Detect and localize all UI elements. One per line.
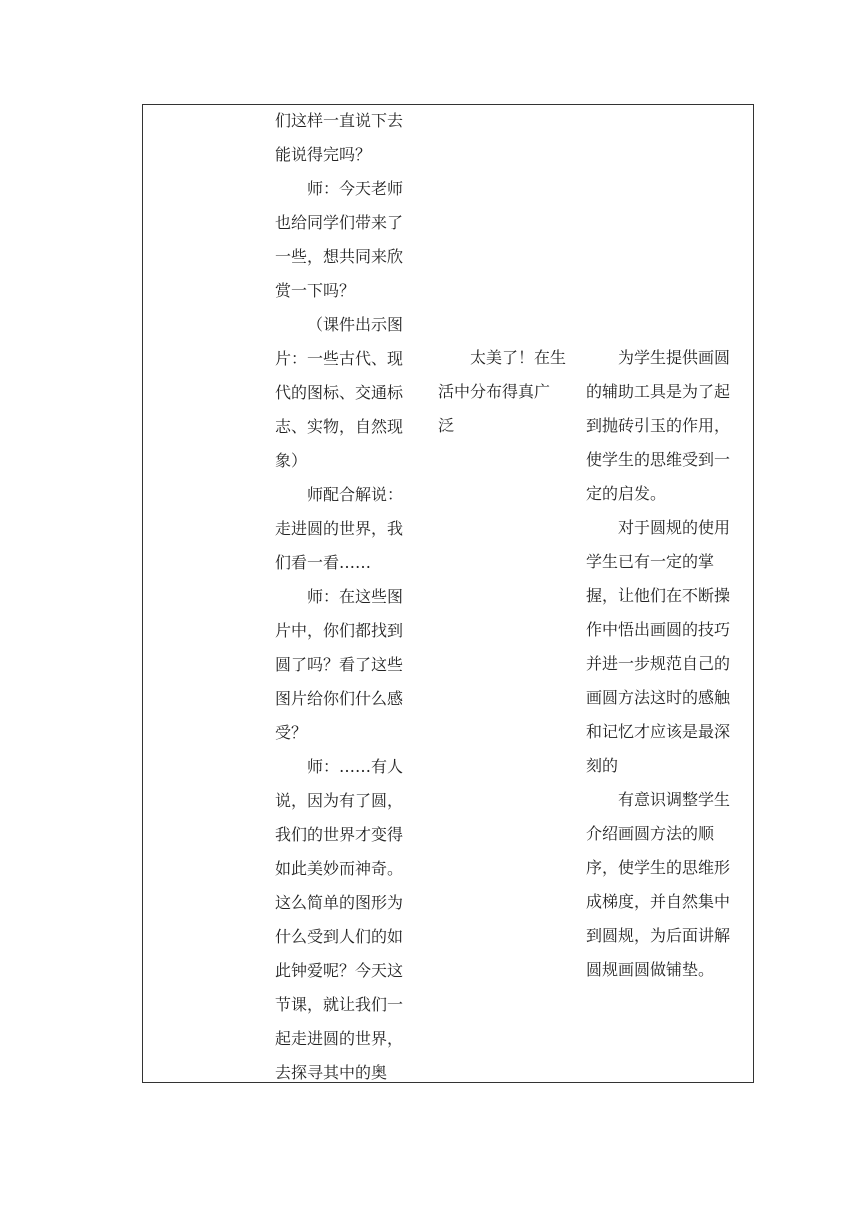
teacher-activity-line: 师：在这些图 (307, 587, 404, 606)
design-intent-line: 作中悟出画圆的技巧 (586, 620, 731, 639)
design-intent-line: 刻的 (586, 756, 619, 775)
teacher-activity-column (275, 104, 425, 1090)
teacher-activity-line: 片中，你们都找到 (275, 621, 404, 640)
teacher-activity-line: 志、实物，自然现 (275, 417, 404, 436)
student-activity-column (438, 341, 578, 443)
design-intent-line: 介绍画圆方法的顺 (586, 824, 715, 843)
teacher-activity-line: 片：一些古代、现 (275, 349, 404, 368)
teacher-activity-line: 起走进圆的世界， (275, 1029, 404, 1048)
teacher-activity-line: 图片给你们什么感 (275, 689, 404, 708)
student-activity-line: 泛 (438, 416, 455, 435)
teacher-activity-line: 此钟爱呢？今天这 (275, 961, 404, 980)
teacher-activity-line: 象） (275, 451, 308, 470)
teacher-activity-line: 师配合解说： (307, 485, 404, 504)
design-intent-line: 的辅助工具是为了起 (586, 382, 731, 401)
teacher-activity-line: 去探寻其中的奥 (275, 1063, 388, 1082)
teacher-activity-line: 走进圆的世界，我 (275, 519, 404, 538)
teacher-activity-line: 节课，就让我们一 (275, 995, 404, 1014)
design-intent-line: 握，让他们在不断操 (586, 586, 731, 605)
design-intent-line: 并进一步规范自己的 (586, 654, 731, 673)
teacher-activity-line: 赏一下吗？ (275, 281, 356, 300)
design-intent-line: 有意识调整学生 (618, 790, 731, 809)
design-intent-line: 和记忆才应该是最深 (586, 722, 731, 741)
design-intent-line: 使学生的思维受到一 (586, 450, 731, 469)
teacher-activity-line: 们这样一直说下去 (275, 111, 404, 130)
teacher-activity-line: 如此美妙而神奇。 (275, 859, 404, 878)
design-intent-column (586, 341, 746, 987)
teacher-activity-line: 一些，想共同来欣 (275, 247, 404, 266)
teacher-activity-line: 什么受到人们的如 (275, 927, 404, 946)
design-intent-line: 序，使学生的思维形 (586, 858, 731, 877)
design-intent-line: 到抛砖引玉的作用， (586, 416, 731, 435)
teacher-activity-line: 师：……有人 (307, 757, 404, 776)
teacher-activity-line: 我们的世界才变得 (275, 825, 404, 844)
teacher-activity-line: 说，因为有了圆， (275, 791, 404, 810)
design-intent-line: 对于圆规的使用 (618, 518, 731, 537)
student-activity-line: 活中分布得真广 (438, 382, 551, 401)
design-intent-line: 成梯度，并自然集中 (586, 892, 731, 911)
teacher-activity-line: 这么简单的图形为 (275, 893, 404, 912)
teacher-activity-line: 师：今天老师 (307, 179, 404, 198)
teacher-activity-line: 受？ (275, 723, 308, 742)
teacher-activity-line: 能说得完吗？ (275, 145, 372, 164)
design-intent-line: 到圆规，为后面讲解 (586, 926, 731, 945)
design-intent-line: 圆规画圆做铺垫。 (586, 960, 715, 979)
teacher-activity-line: 也给同学们带来了 (275, 213, 404, 232)
student-activity-line: 太美了！在生 (470, 348, 567, 367)
teacher-activity-line: 圆了吗？看了这些 (275, 655, 404, 674)
design-intent-line: 定的启发。 (586, 484, 667, 503)
teacher-activity-line: 们看一看…… (275, 553, 372, 572)
design-intent-line: 为学生提供画圆 (618, 348, 731, 367)
design-intent-line: 学生已有一定的掌 (586, 552, 715, 571)
teacher-activity-line: （课件出示图 (307, 315, 404, 334)
design-intent-line: 画圆方法这时的感触 (586, 688, 731, 707)
teacher-activity-line: 代的图标、交通标 (275, 383, 404, 402)
